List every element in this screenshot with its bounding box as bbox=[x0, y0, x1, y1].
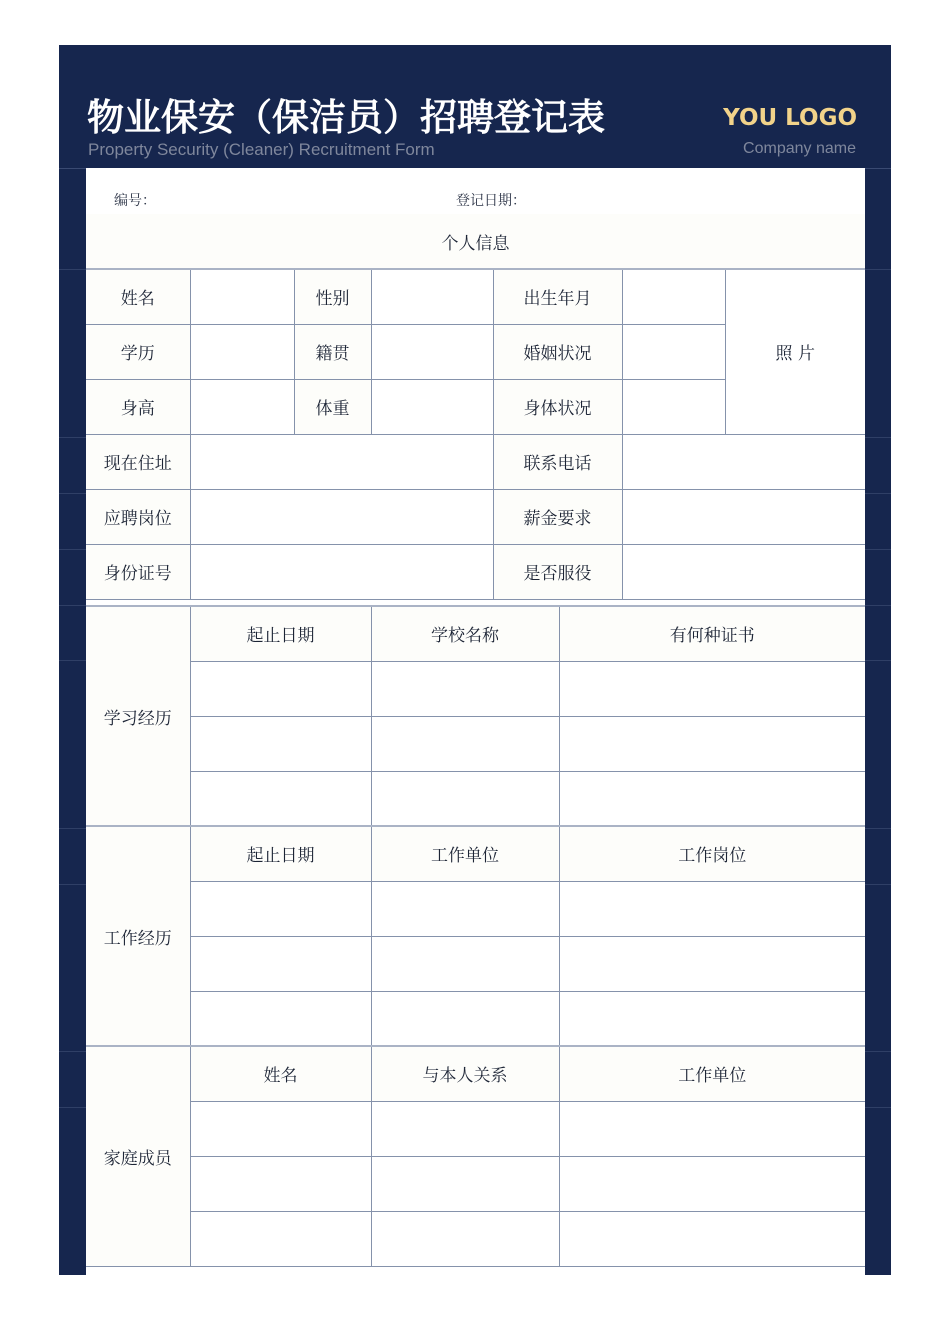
education-dates-input[interactable] bbox=[190, 771, 371, 826]
weight-input[interactable] bbox=[371, 379, 493, 434]
position-input[interactable] bbox=[190, 489, 493, 544]
work-col-dates: 起止日期 bbox=[190, 826, 371, 881]
work-position-input[interactable] bbox=[559, 991, 865, 1046]
name-input[interactable] bbox=[190, 269, 294, 324]
form-header bbox=[59, 45, 891, 169]
registration-date-field[interactable]: 登记日期： bbox=[456, 193, 526, 209]
work-col-employer: 工作单位 bbox=[371, 826, 559, 881]
military-service-label: 是否服役 bbox=[493, 544, 622, 599]
id-number-label: 身份证号 bbox=[86, 544, 190, 599]
education-school-input[interactable] bbox=[371, 661, 559, 716]
salary-label: 薪金要求 bbox=[493, 489, 622, 544]
education-col-dates: 起止日期 bbox=[190, 606, 371, 661]
hometown-label: 籍贯 bbox=[294, 324, 371, 379]
photo-box[interactable]: 照 片 bbox=[725, 269, 865, 434]
personal-info-section-title: 个人信息 bbox=[86, 214, 865, 269]
family-relationship-input[interactable] bbox=[371, 1101, 559, 1156]
education-school-input[interactable] bbox=[371, 771, 559, 826]
position-label: 应聘岗位 bbox=[86, 489, 190, 544]
family-name-input[interactable] bbox=[190, 1211, 371, 1266]
work-employer-input[interactable] bbox=[371, 881, 559, 936]
education-dates-input[interactable] bbox=[190, 661, 371, 716]
phone-label: 联系电话 bbox=[493, 434, 622, 489]
family-name-input[interactable] bbox=[190, 1156, 371, 1211]
education-col-certificates: 有何种证书 bbox=[559, 606, 865, 661]
military-service-input[interactable] bbox=[622, 544, 865, 599]
education-certificate-input[interactable] bbox=[559, 716, 865, 771]
address-label: 现在住址 bbox=[86, 434, 190, 489]
id-number-input[interactable] bbox=[190, 544, 493, 599]
work-employer-input[interactable] bbox=[371, 991, 559, 1046]
form-title: 物业保安（保洁员）招聘登记表 bbox=[87, 96, 605, 139]
health-status-label: 身体状况 bbox=[493, 379, 622, 434]
gender-label: 性别 bbox=[294, 269, 371, 324]
company-logo: YOU LOGO bbox=[723, 105, 857, 131]
height-input[interactable] bbox=[190, 379, 294, 434]
recruitment-form-table bbox=[86, 214, 865, 600]
work-dates-input[interactable] bbox=[190, 881, 371, 936]
history-table bbox=[86, 605, 865, 1267]
family-employer-input[interactable] bbox=[559, 1156, 865, 1211]
education-col-school: 学校名称 bbox=[371, 606, 559, 661]
marital-status-label: 婚姻状况 bbox=[493, 324, 622, 379]
meta-row bbox=[86, 168, 865, 216]
family-relationship-input[interactable] bbox=[371, 1156, 559, 1211]
salary-input[interactable] bbox=[622, 489, 865, 544]
education-history-label: 学习经历 bbox=[86, 606, 190, 826]
education-certificate-input[interactable] bbox=[559, 771, 865, 826]
marital-status-input[interactable] bbox=[622, 324, 725, 379]
education-dates-input[interactable] bbox=[190, 716, 371, 771]
education-certificate-input[interactable] bbox=[559, 661, 865, 716]
birth-date-label: 出生年月 bbox=[493, 269, 622, 324]
work-dates-input[interactable] bbox=[190, 991, 371, 1046]
education-level-label: 学历 bbox=[86, 324, 190, 379]
work-employer-input[interactable] bbox=[371, 936, 559, 991]
health-status-input[interactable] bbox=[622, 379, 725, 434]
gender-input[interactable] bbox=[371, 269, 493, 324]
family-relationship-input[interactable] bbox=[371, 1211, 559, 1266]
work-col-position: 工作岗位 bbox=[559, 826, 865, 881]
family-name-input[interactable] bbox=[190, 1101, 371, 1156]
family-col-name: 姓名 bbox=[190, 1046, 371, 1101]
name-label: 姓名 bbox=[86, 269, 190, 324]
height-label: 身高 bbox=[86, 379, 190, 434]
work-history-label: 工作经历 bbox=[86, 826, 190, 1046]
form-subtitle: Property Security (Cleaner) Recruitment Form bbox=[88, 140, 435, 159]
work-dates-input[interactable] bbox=[190, 936, 371, 991]
family-col-relationship: 与本人关系 bbox=[371, 1046, 559, 1101]
education-school-input[interactable] bbox=[371, 716, 559, 771]
weight-label: 体重 bbox=[294, 379, 371, 434]
family-employer-input[interactable] bbox=[559, 1211, 865, 1266]
company-name: Company name bbox=[743, 140, 856, 157]
phone-input[interactable] bbox=[622, 434, 865, 489]
hometown-input[interactable] bbox=[371, 324, 493, 379]
family-members-label: 家庭成员 bbox=[86, 1046, 190, 1266]
family-employer-input[interactable] bbox=[559, 1101, 865, 1156]
work-position-input[interactable] bbox=[559, 881, 865, 936]
work-position-input[interactable] bbox=[559, 936, 865, 991]
education-level-input[interactable] bbox=[190, 324, 294, 379]
family-col-employer: 工作单位 bbox=[559, 1046, 865, 1101]
number-field[interactable]: 编号： bbox=[114, 193, 156, 209]
birth-date-input[interactable] bbox=[622, 269, 725, 324]
address-input[interactable] bbox=[190, 434, 493, 489]
